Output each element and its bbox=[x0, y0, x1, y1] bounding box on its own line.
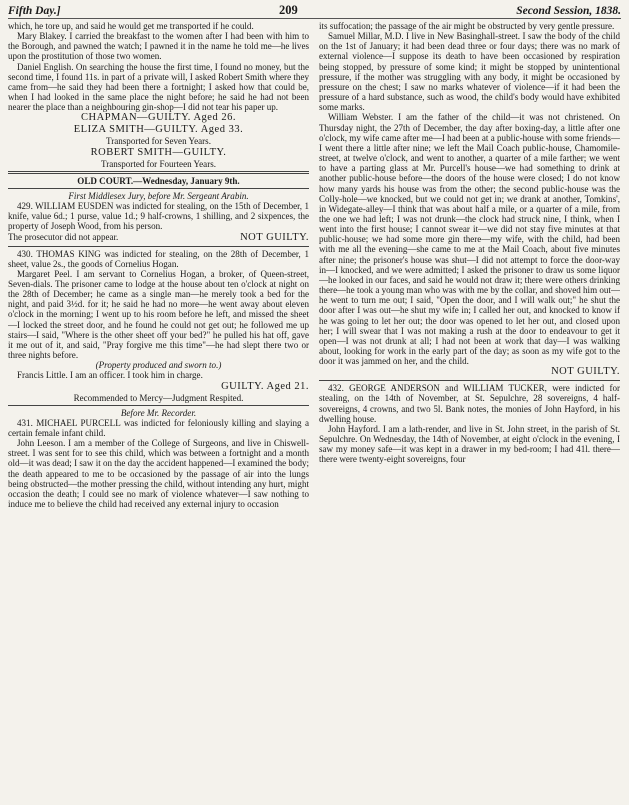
header-right: Second Session, 1838. bbox=[516, 5, 621, 17]
case-429-outcome bbox=[8, 232, 309, 244]
divider bbox=[8, 188, 309, 189]
testimony-hayford: John Hayford. I am a lath-render, and live in St. John street, in the parish of St. Sepulchre. On Wednesday, the 14th of November, at eight o'clock in the evening, I saw my money safe—it was kept in a drawer in my bed-room; I had 41l. there—there were twenty-eight sovereigns, four bbox=[319, 423, 620, 465]
page-header bbox=[8, 3, 621, 19]
case-431: 431. MICHAEL PURCELL was indicted for feloniously killing and slaying a certain female infant child. bbox=[8, 417, 309, 438]
prosecutor-absent: The prosecutor did not appear. bbox=[8, 231, 119, 242]
case-432: 432. GEORGE ANDERSON and WILLIAM TUCKER, were indicted for stealing, on the 14th of November, at St. Sepulchre, 28 sovereigns, 4 half-sovereigns, 4 crowns, and two 5l. Bank notes, the monies of John Hayford, in his dwelling house. bbox=[319, 383, 620, 424]
divider bbox=[319, 380, 620, 381]
header-left: Fifth Day.] bbox=[8, 5, 61, 17]
testimony-peel: Margaret Peel. I am servant to Cornelius Hogan, a broker, of Queen-street, Seven-dials. The prisoner came to lodge at the house about ten o'clock at night on the 28th of December; he came as a single man—he merely took a bed for the night, and paid 3½d. for it; he said he had no more—he went away about eleven o'clock in the morning; I went up to his room before he left, and missed the sheet—I locked the street door, and he found he could not get out; he followed me up stairs—I said, "Where is the other sheet off your bed?" he pulled his hat off, gave it me out of it, and said, "Pray forgive me this time"—he had slept there two or three nights before. bbox=[8, 268, 309, 361]
divider bbox=[8, 171, 309, 174]
paragraph: Daniel English. On searching the house the first time, I found no money, but the second time, I found 11s. in part of a private will, I asked Robert Smith where they came from—he said they had been there a fortnight; I asked how that could be, when I had looked in the same place the night before; he said he had not been nearer the place than a neighbouring gin-shop—I did not tear his paper up. bbox=[8, 61, 309, 113]
testimony-little: Francis Little. I am an officer. I took him in charge. bbox=[17, 370, 203, 381]
sentence-fourteen-years: Transported for Fourteen Years. bbox=[100, 158, 216, 169]
case-430: 430. THOMAS KING was indicted for stealing, on the 28th of December, 1 sheet, value 2s., the goods of Cornelius Hogan. bbox=[8, 248, 309, 269]
paragraph: which, he tore up, and said he would get me transported if he could. bbox=[8, 21, 254, 31]
divider bbox=[8, 405, 309, 406]
page-number: 209 bbox=[279, 3, 298, 17]
verdict-chapman: CHAPMAN—GUILTY. Aged 26. bbox=[81, 112, 236, 124]
verdict-not-guilty: NOT GUILTY. bbox=[551, 366, 620, 378]
verdict-guilty-21: GUILTY. Aged 21. bbox=[221, 380, 309, 392]
verdict-not-guilty: NOT GUILTY. bbox=[240, 231, 309, 243]
jury-line: First Middlesex Jury, before Mr. Sergeant Arabin. bbox=[68, 190, 249, 201]
property-produced: (Property produced and sworn to.) bbox=[95, 360, 222, 371]
paragraph: its suffocation; the passage of the air might be obstructed by very gentle pressure. bbox=[319, 21, 615, 31]
before-recorder: Before Mr. Recorder. bbox=[120, 407, 197, 418]
divider bbox=[8, 246, 309, 247]
columns bbox=[8, 21, 621, 805]
testimony-millar: Samuel Millar, M.D. I live in New Basinghall-street. I saw the body of the child on the 1st of January; it had been dead three or four days; there was no mark of external violence—I suppose its death to have been occasioned by respiration being stopped, by pressure of some kind; it might be stopped by unintentional pressure, if the mother was struggling with any body, it might be occasioned by pressure on the chest; I saw no marks whatever of violence—if it had been the pressure of a hard substance, such as wood, the child's body would have exhibited some marks. bbox=[319, 31, 620, 113]
court-heading: OLD COURT.—Wednesday, January 9th. bbox=[77, 175, 240, 186]
recommended-mercy: Recommended to Mercy—Judgment Respited. bbox=[73, 392, 244, 403]
verdict-robert-smith: ROBERT SMITH—GUILTY. bbox=[90, 146, 227, 158]
testimony-leeson: John Leeson. I am a member of the College of Surgeons, and live in Chiswell-street. I was sent for to see this child, which was between a fortnight and a month old—it was dead; I saw it on the day the accident happened—I examined the body; the death appeared to me to be occasioned by the passage of air into the lungs being obstructed—the mother pressing the child, without intending any hurt, might occasion the death; I could see no mark of violence whatever—I saw nothing to induce me to believe the child had received any external injury to occasion bbox=[8, 438, 309, 510]
paragraph: Mary Blakey. I carried the breakfast to the women after I had been with him to the Borough, and pawned the watch; I pawned it in the name he told me—he lives upon the prostitution of those two women. bbox=[8, 31, 309, 62]
sentence-seven-years: Transported for Seven Years. bbox=[106, 136, 211, 147]
right-column bbox=[319, 21, 620, 805]
testimony-webster: William Webster. I am the father of the child—it was not christened. On Thursday night, the 27th of December, the day after boxing-day, a little after one o'clock, my wife came after me—I had been at a public-house with some friends—I went there a little after nine; we left the Mail Coach public-house, Chamomile-street, at twelve o'clock, and went to another, a quarter of a mile farther; we went to have a parting glass at Mr. Purcell's house—we had something to drink at another public-house before—the doors of the house were closed; I do not know how many yards his house was from the other; the second public-house was the Colly-hole—we knocked, but we could not get in; we drank at another, Tomkins', in Widegate-alley—I think that was about half a mile, or a quarter of a mile, from the one we had left; I was not drunk—the clock had struck nine, I think, when I went into the first house; I cannot swear it—we did not stay five minutes at that public-house; we had some more gin there—my wife, with the child, had been with me all the evening—she came to me at the Mail Coach, about five minutes after nine; the prisoner's house was shut—I did not attempt to force the door-way in—I knocked, and we were admitted; I asked the prisoner to draw us some liquor—he looked in our faces, and said he would not draw it; there were others drinking there—he took a young man who was with me by the collar, and shoved him out—he went to turn me out; I said, "Open the door, and I will walk out;" he shut the door after I was out—he shut my wife in; I called her out, and knocked to know if he was going to let her out; the door was opened to let her out, and closed upon her; I will swear that I was not making a rush at the door to endeavour to get it open—I was not drunk at all; I had not been at work that day—I was walking about, looking for work in the early part of the day; as soon as my wife got to the door it was jammed on her, and the child. bbox=[319, 112, 620, 367]
case-429: 429. WILLIAM EUSDEN was indicted for stealing, on the 15th of December, 1 knife, value 6d.; 1 purse, value 1d.; 9 half-crowns, 1 shilling, and 2 sixpences, the property of Joseph Wood, from his person. bbox=[8, 201, 309, 232]
left-column bbox=[8, 21, 309, 805]
verdict-eliza-smith: ELIZA SMITH—GUILTY. Aged 33. bbox=[73, 124, 244, 136]
